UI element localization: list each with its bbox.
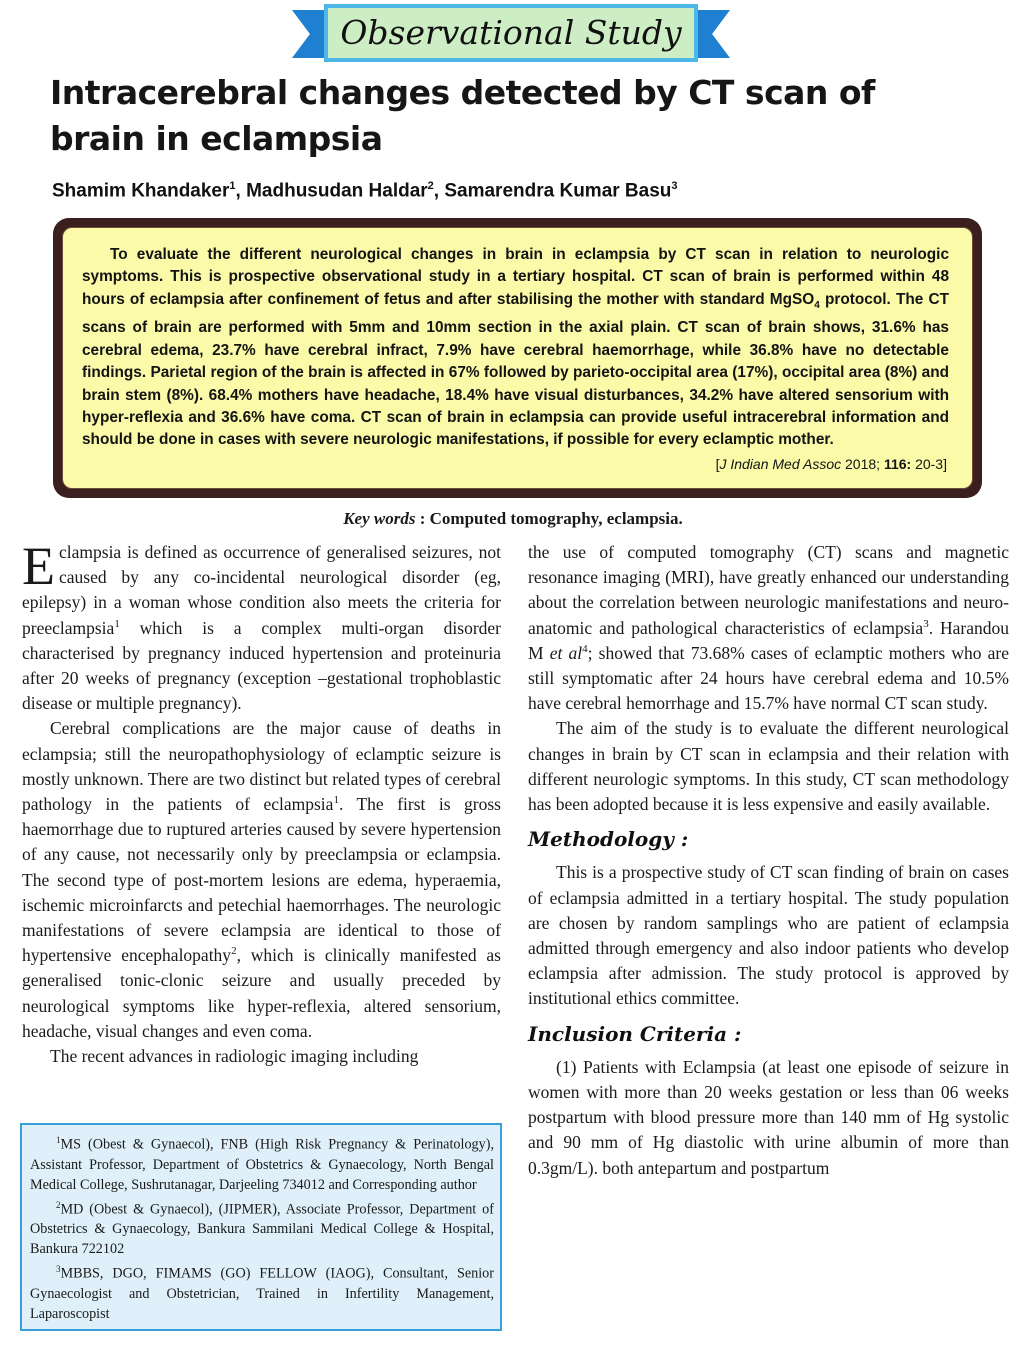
left-column <box>22 536 501 1069</box>
affiliation-note: $^1$MS (Obest & Gynaecol), FNB (High Risk Pregnancy & Perinatology), Assistant Professor, Department of Obstetrics & Gynaecology, North Bengal Medical College, Sushrutanagar, Darjeeling 734012 and Corresponding author <box>30 1135 494 1193</box>
author-list: Shamim Khandaker$^1$, Madhusudan Haldar$^2$, Samarendra Kumar Basu$^3$ <box>52 180 678 202</box>
body-paragraph: Eclampsia is defined as occurrence of generalised seizures, not caused by any co-incidental neurological disorder (eg, epilepsy) in a woman whose condition also meets the criteria for preeclampsia$^1$ which is a complex multi-organ disorder characterised by pregnancy induced hypertension and proteinuria after 20 weeks of pregnancy (exception –gestational trophoblastic disease or multiple pregnancy). <box>22 536 501 714</box>
author-affiliation-mark: 2 <box>427 180 434 192</box>
affiliations-box <box>20 1123 502 1331</box>
right-column <box>528 540 1009 1181</box>
author-name: Samarendra Kumar Basu <box>444 180 672 202</box>
affiliation-note: $^2$MD (Obest & Gynaecol), (JIPMER), Associate Professor, Department of Obstetrics & Gynaecology, Bankura Sammilani Medical College & Hospital, Bankura 722102 <box>30 1199 494 1258</box>
heading-methodology: Methodology : <box>528 827 689 852</box>
body-paragraph: The aim of the study is to evaluate the different neurological changes in brain by CT scan in eclampsia and their relation with different neurologic symptoms. In this study, CT scan methodology has been adopted because it is less expensive and easily available. <box>528 718 1009 815</box>
body-paragraph: (1) Patients with Eclampsia (at least one episode of seizure in women with more than 20 weeks gestation or less than 06 weeks postpartum with blood pressure more than 140 mm of Hg systolic and 90 mm of Hg diastolic with urine albumin of more than 0.3gm/L). both antepartum and postpartum <box>528 1056 1009 1178</box>
section-banner <box>292 4 730 62</box>
article-title: Intracerebral changes detected by CT scan of brain in eclampsia <box>50 73 875 158</box>
abstract-text: To evaluate the different neurological changes in brain in eclampsia by CT scan in relation to neurologic symptoms. This is prospective observational study in a tertiary hospital. CT scan of brain is performed within 48 hours of eclampsia after confinement of fetus and after stabilising the mother with standard MgSO$_4$ protocol. The CT scans of brain are performed with 5mm and 10mm section in the axial plain. CT scan of brain shows, 31.6% has cerebral edema, 23.7% have cerebral infract, 7.9% have cerebral haemorrhage, while 36.8% have no detectable findings. Parietal region of the brain is affected in 67% followed by parieto-occipital area (17%), occipital area (8%) and brain stem (8%). 68.4% mothers have headache, 18.4% have visual disturbances, 34.2% have altered sensorium with hyper-reflexia and 36.6% have coma. CT scan of brain in eclampsia can provide useful intracerebral information and should be done in cases with severe neurologic manifestations, if possible for every eclamptic mother. <box>82 246 949 449</box>
affiliation-note: $^3$MBBS, DGO, FIMAMS (GO) FELLOW (IAOG), Consultant, Senior Gynaecologist and Obstetrician, Trained in Infertility Management, Laparoscopist <box>30 1264 494 1323</box>
abstract-box <box>53 218 982 498</box>
author-affiliation-mark: 1 <box>229 180 236 192</box>
citation: [J Indian Med Assoc 2018; 116: 20-3] <box>715 456 947 472</box>
body-paragraph: Cerebral complications are the major cause of deaths in eclampsia; still the neuropathophysiology of eclamptic seizure is mostly unknown. There are two distinct but related types of cerebral pathology in the patients of eclampsia$^1$. The first is gross haemorrhage due to ruptured arteries caused by severe hypertension of any cause, not necessarily only by preeclampsia or eclampsia. The second type of post-mortem lesions are edema, hyperaemia, ischemic microinfarcts and petechial haemorrhages. The neurologic manifestations of severe eclampsia are identical to those of hypertensive encephalopathy$^2$, which is clinically manifested as generalised tonic-clonic seizure and usually preceded by neurological symptoms like hyper-reflexia, altered sensorium, headache, visual changes and even coma. <box>22 718 501 1041</box>
keywords: Key words : Computed tomography, eclampsia. <box>343 509 683 528</box>
heading-inclusion-criteria: Inclusion Criteria : <box>528 1021 742 1046</box>
body-paragraph: the use of computed tomography (CT) scans and magnetic resonance imaging (MRI), have greatly enhanced our understanding about the correlation between neurologic manifestations and neuro-anatomic and pathological characteristics of eclampsia$^3$. Harandou M et $al^4$; showed that 73.68% cases of eclamptic mothers who are still symptomatic after 24 hours have cerebral edema and 10.5% have cerebral hemorrhage and 15.7% have normal CT scan study. <box>528 542 1010 714</box>
author-name: Shamim Khandaker <box>52 180 230 202</box>
banner-label: Observational Study <box>328 8 694 58</box>
author-affiliation-mark: 3 <box>671 180 678 192</box>
body-paragraph: The recent advances in radiologic imaging including <box>50 1046 419 1067</box>
author-name: Madhusudan Haldar <box>246 180 428 202</box>
abstract-inner <box>62 227 973 489</box>
banner-box <box>324 4 698 62</box>
drop-cap: E <box>22 536 55 596</box>
body-paragraph: This is a prospective study of CT scan finding of brain on cases of eclampsia admitted in a tertiary hospital. The study population are chosen by random samplings who are patient of eclampsia admitted through emergency and also indoor patients who develop eclampsia after admission. The study protocol is approved by institutional ethics committee. <box>528 862 1009 1009</box>
